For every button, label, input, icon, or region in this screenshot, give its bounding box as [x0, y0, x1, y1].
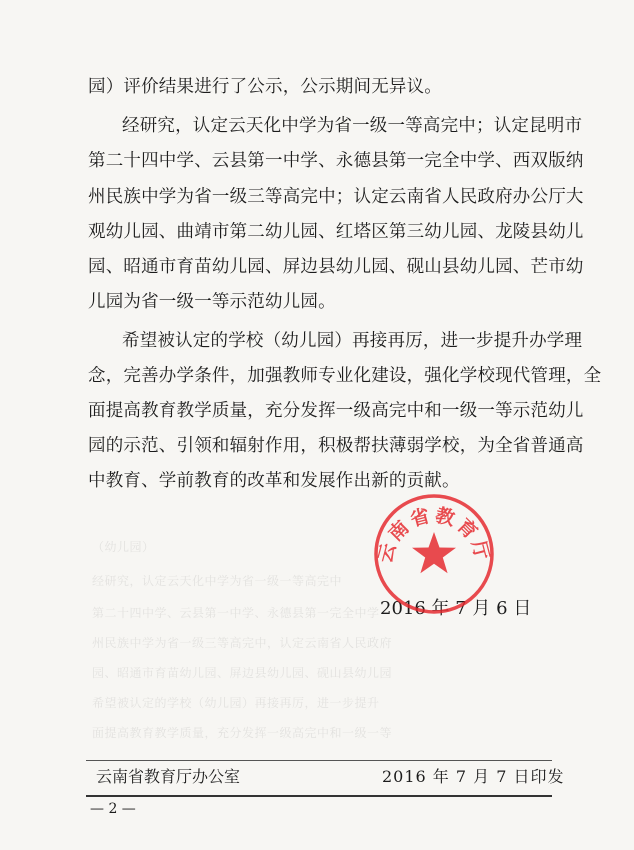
- body-paragraph-line: 观幼儿园、曲靖市第二幼儿园、红塔区第三幼儿园、龙陵县幼儿: [88, 222, 584, 242]
- signature-date: 2016 年 7 月 6 日: [380, 598, 532, 619]
- bleed-through-text: 州民族中学为省一级三等高完中，认定云南省人民政府: [92, 636, 393, 650]
- body-paragraph-line: 念，完善办学条件，加强教师专业化建设，强化学校现代管理，全: [88, 366, 602, 386]
- body-paragraph-line: 儿园为省一级一等示范幼儿园。: [88, 292, 336, 312]
- body-paragraph-line: 希望被认定的学校（幼儿园）再接再厉，进一步提升办学理: [122, 331, 583, 351]
- bleed-through-text: 园、昭通市育苗幼儿园、屏边县幼儿园、砚山县幼儿园: [92, 666, 393, 680]
- bleed-through-text: 经研究，认定云天化中学为省一级一等高完中: [92, 574, 343, 588]
- bleed-through-text: （幼儿园）: [92, 540, 155, 554]
- footer-bottom-rule: [86, 795, 552, 797]
- body-paragraph-line: 第二十四中学、云县第一中学、永德县第一完全中学、西双版纳: [88, 151, 584, 171]
- body-paragraph-line: 州民族中学为省一级三等高完中；认定云南省人民政府办公厅大: [88, 187, 584, 207]
- issuing-office: 云南省教育厅办公室: [96, 767, 241, 786]
- body-paragraph-line: 面提高教育教学质量，充分发挥一级高完中和一级一等示范幼儿: [88, 401, 584, 421]
- bleed-through-text: 第二十四中学、云县第一中学、永德县第一完全中学: [92, 606, 380, 620]
- footer-top-rule: [86, 760, 552, 761]
- print-date: 2016 年 7 月 7 日印发: [382, 767, 565, 786]
- bleed-through-text: 面提高教育教学质量，充分发挥一级高完中和一级一等: [92, 726, 393, 740]
- body-paragraph-line: 经研究，认定云天化中学为省一级一等高完中；认定昆明市: [122, 116, 583, 136]
- page-number: — 2 —: [90, 801, 136, 817]
- bleed-through-text: 希望被认定的学校（幼儿园）再接再厉，进一步提升: [92, 696, 380, 710]
- official-seal-stamp: [372, 492, 496, 616]
- body-paragraph-line: 园、昭通市育苗幼儿园、屏边县幼儿园、砚山县幼儿园、芒市幼: [88, 257, 584, 277]
- body-paragraph-line: 园）评价结果进行了公示，公示期间无异议。: [88, 77, 442, 97]
- body-paragraph-line: 中教育、学前教育的改革和发展作出新的贡献。: [88, 471, 460, 491]
- seal-star-icon: [412, 532, 456, 573]
- seal-text: 云南省教育厅: [374, 504, 494, 566]
- body-paragraph-line: 园的示范、引领和辐射作用，积极帮扶薄弱学校，为全省普通高: [88, 436, 584, 456]
